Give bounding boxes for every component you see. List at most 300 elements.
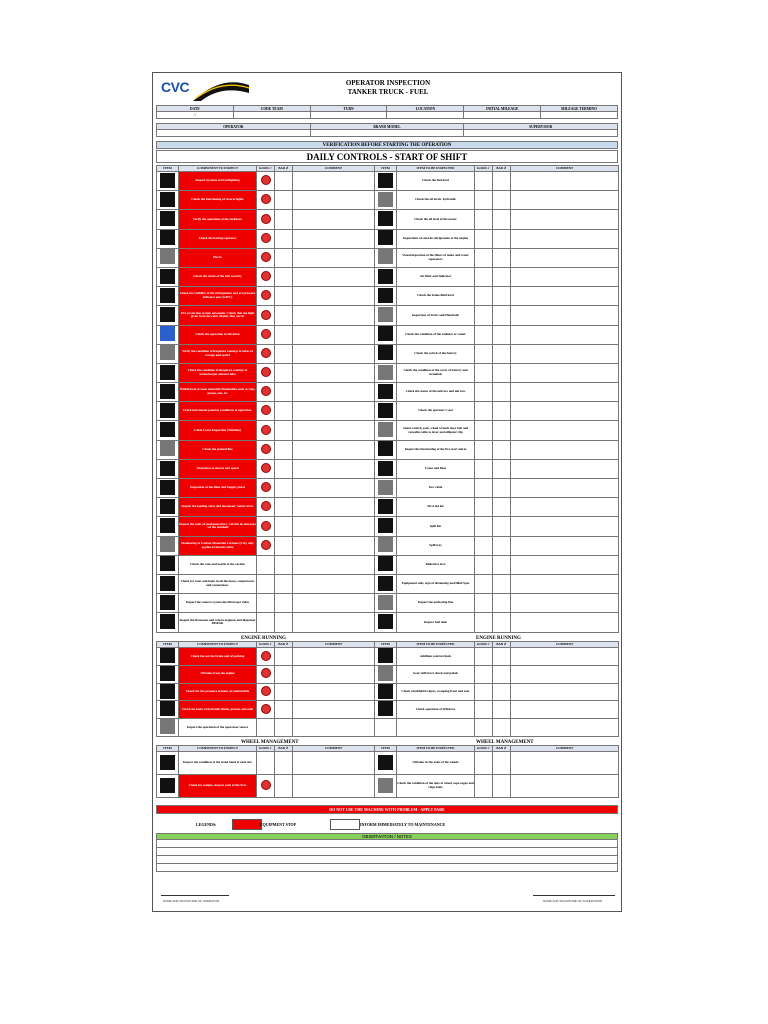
- bad-checkbox[interactable]: [275, 306, 293, 325]
- bad-checkbox[interactable]: [493, 752, 511, 775]
- bad-checkbox[interactable]: [493, 459, 511, 478]
- bad-checkbox[interactable]: [275, 555, 293, 574]
- table-row: [157, 574, 619, 593]
- good-checkbox[interactable]: [475, 402, 493, 421]
- component-to-inspect: Inspect the condition of the tread band of each tire: [179, 752, 257, 775]
- comment-field[interactable]: [511, 267, 619, 286]
- bad-checkbox[interactable]: [275, 701, 293, 719]
- section-band-left: ENGINE RUNNING: [241, 636, 286, 641]
- good-checkbox[interactable]: [257, 683, 275, 701]
- stop-sign-icon: [261, 540, 271, 550]
- bad-checkbox[interactable]: [493, 363, 511, 382]
- bad-checkbox[interactable]: [493, 402, 511, 421]
- good-checkbox[interactable]: [475, 752, 493, 775]
- item-photo: [375, 344, 397, 363]
- comment-field[interactable]: [293, 172, 375, 191]
- item-photo: [157, 648, 179, 666]
- operator-field[interactable]: [157, 130, 311, 137]
- comment-field[interactable]: [293, 719, 375, 737]
- bad-checkbox[interactable]: [493, 344, 511, 363]
- bad-checkbox[interactable]: [493, 287, 511, 306]
- comment-field[interactable]: [511, 498, 619, 517]
- item-photo: [375, 665, 397, 683]
- component-to-inspect: Fire protection system automatic: Check that the light given from the color display they are lit: [179, 306, 257, 325]
- component-photo-icon: [378, 230, 393, 245]
- component-photo-icon: [378, 422, 393, 437]
- comment-field[interactable]: [293, 344, 375, 363]
- item-photo: [375, 555, 397, 574]
- table-row: [157, 459, 619, 478]
- brand-model-field[interactable]: [310, 130, 464, 137]
- good-checkbox[interactable]: [257, 613, 275, 632]
- stop-sign-icon: [261, 348, 271, 358]
- table-row: [157, 402, 619, 421]
- location-label: LOCATION: [387, 106, 464, 112]
- bad-checkbox[interactable]: [275, 574, 293, 593]
- comment-field[interactable]: [511, 287, 619, 306]
- comment-field[interactable]: [293, 498, 375, 517]
- bad-checkbox[interactable]: [275, 517, 293, 536]
- bad-checkbox[interactable]: [275, 172, 293, 191]
- component-photo-icon: [378, 576, 393, 591]
- good-checkbox[interactable]: [257, 665, 275, 683]
- item-photo: [375, 229, 397, 248]
- legend-label: LEGENDS:: [196, 822, 217, 827]
- comment-field[interactable]: [511, 613, 619, 632]
- component-photo-icon: [160, 701, 175, 716]
- bad-checkbox[interactable]: [275, 402, 293, 421]
- comment-field[interactable]: [511, 701, 619, 719]
- comment-field[interactable]: [511, 229, 619, 248]
- comment-field[interactable]: [511, 479, 619, 498]
- bad-checkbox[interactable]: [493, 325, 511, 344]
- bad-checkbox[interactable]: [275, 683, 293, 701]
- operator-signature-label: NAME AND SIGNATURE OF OPERATOR: [163, 899, 220, 903]
- good-checkbox[interactable]: [257, 421, 275, 440]
- code-team-field[interactable]: [233, 112, 310, 119]
- comment-field[interactable]: [293, 383, 375, 402]
- bad-checkbox[interactable]: [275, 719, 293, 737]
- component-photo-icon: [160, 422, 175, 437]
- good-checkbox[interactable]: [257, 574, 275, 593]
- bad-checkbox[interactable]: [275, 421, 293, 440]
- item-to-inspect: Tow cable: [397, 479, 475, 498]
- col-comment-header: COMMENT: [511, 166, 619, 172]
- initial-mileage-field[interactable]: [464, 112, 541, 119]
- good-checkbox[interactable]: [257, 229, 275, 248]
- bad-checkbox[interactable]: [493, 555, 511, 574]
- bad-checkbox[interactable]: [493, 210, 511, 229]
- table-row: [157, 719, 619, 737]
- comment-field[interactable]: [511, 775, 619, 798]
- good-checkbox[interactable]: [257, 517, 275, 536]
- good-checkbox[interactable]: [257, 363, 275, 382]
- comment-field[interactable]: [293, 402, 375, 421]
- item-photo: [157, 594, 179, 613]
- component-photo-icon: [378, 249, 393, 264]
- component-to-inspect: Check for the presence of leaks of combustible: [179, 683, 257, 701]
- good-checkbox[interactable]: [475, 421, 493, 440]
- bad-checkbox[interactable]: [493, 775, 511, 798]
- bad-checkbox[interactable]: [275, 459, 293, 478]
- bad-checkbox[interactable]: [493, 479, 511, 498]
- good-checkbox[interactable]: [257, 267, 275, 286]
- table-row: [157, 479, 619, 498]
- comment-field[interactable]: [511, 172, 619, 191]
- turn-field[interactable]: [310, 112, 387, 119]
- stop-sign-icon: [261, 521, 271, 531]
- comment-field[interactable]: [511, 421, 619, 440]
- col-comment-header: COMMENT: [293, 642, 375, 648]
- component-to-inspect: Cable Cover Inspection (Tubeline): [179, 421, 257, 440]
- comment-field[interactable]: [511, 665, 619, 683]
- table-row: [157, 325, 619, 344]
- stop-sign-icon: [261, 252, 271, 262]
- good-checkbox[interactable]: [475, 517, 493, 536]
- good-checkbox[interactable]: [475, 594, 493, 613]
- bad-checkbox[interactable]: [493, 517, 511, 536]
- comment-field[interactable]: [511, 363, 619, 382]
- comment-field[interactable]: [511, 325, 619, 344]
- item-to-inspect: Air filter and Indicator: [397, 267, 475, 286]
- item-photo: [375, 440, 397, 459]
- stop-sign-icon: [261, 686, 271, 696]
- notes-line-2[interactable]: [156, 848, 618, 856]
- comment-field[interactable]: [293, 191, 375, 210]
- comment-field[interactable]: [511, 752, 619, 775]
- component-photo-icon: [378, 499, 393, 514]
- good-checkbox[interactable]: [475, 248, 493, 267]
- good-checkbox[interactable]: [257, 325, 275, 344]
- bad-checkbox[interactable]: [493, 719, 511, 737]
- table-row: [157, 701, 619, 719]
- comment-field[interactable]: [293, 752, 375, 775]
- component-photo-icon: [160, 614, 175, 629]
- comment-field[interactable]: [511, 574, 619, 593]
- good-checkbox[interactable]: [475, 775, 493, 798]
- bad-checkbox[interactable]: [493, 701, 511, 719]
- good-checkbox[interactable]: [475, 267, 493, 286]
- item-to-inspect: Gear shift lever check and pedals: [397, 665, 475, 683]
- comment-field[interactable]: [293, 683, 375, 701]
- good-checkbox[interactable]: [475, 325, 493, 344]
- col-item-header: ITEM: [157, 642, 179, 648]
- bad-checkbox[interactable]: [493, 172, 511, 191]
- good-checkbox[interactable]: [257, 383, 275, 402]
- comment-field[interactable]: [293, 613, 375, 632]
- bad-checkbox[interactable]: [493, 267, 511, 286]
- comment-field[interactable]: [511, 191, 619, 210]
- stop-sign-icon: [261, 329, 271, 339]
- component-to-inspect: Inspection of sleeves and speed: [179, 459, 257, 478]
- notes-line-4[interactable]: [156, 864, 618, 872]
- item-to-inspect: Check the condition of the radiator or cooler: [397, 325, 475, 344]
- good-checkbox[interactable]: [475, 648, 493, 666]
- bad-checkbox[interactable]: [493, 229, 511, 248]
- good-checkbox[interactable]: [257, 210, 275, 229]
- item-photo: [375, 267, 397, 286]
- good-checkbox[interactable]: [257, 306, 275, 325]
- good-checkbox[interactable]: [257, 648, 275, 666]
- table-row: [157, 555, 619, 574]
- bad-checkbox[interactable]: [275, 536, 293, 555]
- item-photo: [375, 210, 397, 229]
- item-photo: [375, 306, 397, 325]
- bad-checkbox[interactable]: [275, 613, 293, 632]
- comment-field[interactable]: [293, 594, 375, 613]
- good-checkbox[interactable]: [475, 665, 493, 683]
- stop-sign-icon: [261, 367, 271, 377]
- item-photo: [157, 459, 179, 478]
- notes-line-1[interactable]: [156, 840, 618, 848]
- component-to-inspect: Check the service brake and of parking: [179, 648, 257, 666]
- good-checkbox[interactable]: [475, 191, 493, 210]
- comment-field[interactable]: [293, 229, 375, 248]
- comment-field[interactable]: [293, 325, 375, 344]
- comment-field[interactable]: [293, 210, 375, 229]
- component-photo-icon: [160, 288, 175, 303]
- comment-field[interactable]: [511, 344, 619, 363]
- good-checkbox[interactable]: [475, 555, 493, 574]
- comment-field[interactable]: [511, 517, 619, 536]
- component-photo-icon: [160, 345, 175, 360]
- good-checkbox[interactable]: [475, 574, 493, 593]
- item-photo: [157, 665, 179, 683]
- component-photo-icon: [378, 556, 393, 571]
- comment-field[interactable]: [511, 306, 619, 325]
- bad-checkbox[interactable]: [493, 440, 511, 459]
- good-checkbox[interactable]: [257, 344, 275, 363]
- bad-checkbox[interactable]: [493, 648, 511, 666]
- notes-line-3[interactable]: [156, 856, 618, 864]
- bad-checkbox[interactable]: [493, 536, 511, 555]
- comment-field[interactable]: [511, 440, 619, 459]
- bad-checkbox[interactable]: [493, 421, 511, 440]
- stop-sign-icon: [261, 444, 271, 454]
- bad-checkbox[interactable]: [493, 498, 511, 517]
- comment-field[interactable]: [293, 267, 375, 286]
- good-checkbox[interactable]: [257, 402, 275, 421]
- supervisor-signature-line[interactable]: [533, 895, 615, 896]
- item-photo: [157, 363, 179, 382]
- bad-checkbox[interactable]: [493, 613, 511, 632]
- good-checkbox[interactable]: [257, 440, 275, 459]
- component-photo-icon: [160, 648, 175, 663]
- col-bad-header: BAD ✗: [275, 642, 293, 648]
- stop-sign-icon: [261, 501, 271, 511]
- table-row: [157, 344, 619, 363]
- table-row: [157, 363, 619, 382]
- component-photo-icon: [378, 345, 393, 360]
- comment-field[interactable]: [293, 574, 375, 593]
- good-checkbox[interactable]: [475, 363, 493, 382]
- bad-checkbox[interactable]: [493, 574, 511, 593]
- bad-checkbox[interactable]: [493, 665, 511, 683]
- comment-field[interactable]: [511, 402, 619, 421]
- component-photo-icon: [160, 499, 175, 514]
- comment-field[interactable]: [293, 665, 375, 683]
- comment-field[interactable]: [511, 459, 619, 478]
- good-checkbox[interactable]: [257, 594, 275, 613]
- location-field[interactable]: [387, 112, 464, 119]
- good-checkbox[interactable]: [257, 479, 275, 498]
- good-checkbox[interactable]: [475, 479, 493, 498]
- good-checkbox[interactable]: [475, 440, 493, 459]
- bad-checkbox[interactable]: [275, 267, 293, 286]
- bad-checkbox[interactable]: [493, 594, 511, 613]
- mileage-termino-field[interactable]: [541, 112, 618, 119]
- table-row: [157, 267, 619, 286]
- bad-checkbox[interactable]: [493, 306, 511, 325]
- col-item-header: ITEM: [375, 166, 397, 172]
- good-checkbox[interactable]: [475, 229, 493, 248]
- bad-checkbox[interactable]: [275, 287, 293, 306]
- bad-checkbox[interactable]: [275, 248, 293, 267]
- comment-field[interactable]: [511, 248, 619, 267]
- col-comment-header: COMMENT: [293, 746, 375, 752]
- good-checkbox[interactable]: [475, 459, 493, 478]
- bad-checkbox[interactable]: [275, 440, 293, 459]
- bad-checkbox[interactable]: [275, 383, 293, 402]
- component-photo-icon: [160, 480, 175, 495]
- bad-checkbox[interactable]: [275, 191, 293, 210]
- good-checkbox[interactable]: [475, 536, 493, 555]
- bad-checkbox[interactable]: [275, 344, 293, 363]
- comment-field[interactable]: [293, 648, 375, 666]
- good-checkbox[interactable]: [257, 719, 275, 737]
- item-photo: [375, 248, 397, 267]
- supervisor-field[interactable]: [464, 130, 618, 137]
- good-checkbox[interactable]: [475, 383, 493, 402]
- component-to-inspect: Check the backup operator: [179, 229, 257, 248]
- good-checkbox[interactable]: [257, 752, 275, 775]
- bad-checkbox[interactable]: [275, 479, 293, 498]
- comment-field[interactable]: [511, 683, 619, 701]
- comment-field[interactable]: [293, 459, 375, 478]
- comment-field[interactable]: [511, 536, 619, 555]
- item-photo: [157, 719, 179, 737]
- bad-checkbox[interactable]: [275, 648, 293, 666]
- component-photo-icon: [160, 173, 175, 188]
- comment-field[interactable]: [511, 210, 619, 229]
- component-photo-icon: [160, 576, 175, 591]
- table-row: [157, 594, 619, 613]
- good-checkbox[interactable]: [257, 191, 275, 210]
- good-checkbox[interactable]: [475, 172, 493, 191]
- bad-checkbox[interactable]: [275, 594, 293, 613]
- stop-sign-icon: [261, 463, 271, 473]
- component-to-inspect: Verify the condition of Required coatings in tubes of storage and sealed: [179, 344, 257, 363]
- operator-signature-line[interactable]: [161, 895, 229, 896]
- bad-checkbox[interactable]: [275, 775, 293, 798]
- good-checkbox[interactable]: [475, 613, 493, 632]
- bad-checkbox[interactable]: [275, 752, 293, 775]
- comment-field[interactable]: [511, 719, 619, 737]
- date-label: DATE: [157, 106, 234, 112]
- item-photo: [375, 701, 397, 719]
- date-field[interactable]: / /: [157, 112, 234, 119]
- good-checkbox[interactable]: [475, 701, 493, 719]
- item-photo: [157, 752, 179, 775]
- comment-field[interactable]: [293, 479, 375, 498]
- form-title-line1: OPERATOR INSPECTION: [345, 79, 431, 87]
- good-checkbox[interactable]: [257, 172, 275, 191]
- stop-sign-icon: [261, 194, 271, 204]
- bad-checkbox[interactable]: [493, 191, 511, 210]
- comment-field[interactable]: [293, 363, 375, 382]
- bad-checkbox[interactable]: [275, 229, 293, 248]
- item-to-inspect: Check the condition of the nuts of wheel, tapa sapps and rings hubs: [397, 775, 475, 798]
- item-photo: [375, 479, 397, 498]
- good-checkbox[interactable]: [475, 719, 493, 737]
- item-to-inspect: Inspect the functioning of the Pre-start alarm: [397, 440, 475, 459]
- item-photo: [157, 613, 179, 632]
- comment-field[interactable]: [511, 555, 619, 574]
- good-checkbox[interactable]: [257, 701, 275, 719]
- col-item-header: ITEM: [375, 642, 397, 648]
- bad-checkbox[interactable]: [493, 383, 511, 402]
- bad-checkbox[interactable]: [275, 210, 293, 229]
- item-photo: [375, 172, 397, 191]
- legend-stop-swatch: [232, 819, 262, 830]
- good-checkbox[interactable]: [257, 555, 275, 574]
- good-checkbox[interactable]: [475, 287, 493, 306]
- comment-field[interactable]: [293, 536, 375, 555]
- bad-checkbox[interactable]: [275, 498, 293, 517]
- good-checkbox[interactable]: [475, 683, 493, 701]
- table-row: [157, 752, 619, 775]
- comment-field[interactable]: [293, 775, 375, 798]
- col-component-header: COMPONENT TO INSPECT: [179, 746, 257, 752]
- brand-model-label: BRAND MODEL: [310, 124, 464, 130]
- component-to-inspect: Check the ground line: [179, 440, 257, 459]
- good-checkbox[interactable]: [257, 287, 275, 306]
- comment-field[interactable]: [293, 517, 375, 536]
- bad-checkbox[interactable]: [275, 665, 293, 683]
- bad-checkbox[interactable]: [275, 325, 293, 344]
- comment-field[interactable]: [293, 287, 375, 306]
- good-checkbox[interactable]: [257, 536, 275, 555]
- component-to-inspect: Check the operation of elevation: [179, 325, 257, 344]
- comment-field[interactable]: [293, 248, 375, 267]
- component-photo-icon: [378, 537, 393, 552]
- bad-checkbox[interactable]: [493, 683, 511, 701]
- comment-field[interactable]: [511, 594, 619, 613]
- comment-field[interactable]: [293, 440, 375, 459]
- comment-field[interactable]: [293, 555, 375, 574]
- item-photo: [157, 498, 179, 517]
- comment-field[interactable]: [511, 648, 619, 666]
- comment-field[interactable]: [511, 383, 619, 402]
- item-photo: [157, 306, 179, 325]
- comment-field[interactable]: [293, 701, 375, 719]
- good-checkbox[interactable]: [475, 498, 493, 517]
- good-checkbox[interactable]: [257, 459, 275, 478]
- good-checkbox[interactable]: [257, 498, 275, 517]
- col-item-header: ITEM: [157, 166, 179, 172]
- bad-checkbox[interactable]: [493, 248, 511, 267]
- good-checkbox[interactable]: [475, 306, 493, 325]
- table-row: [157, 683, 619, 701]
- bad-checkbox[interactable]: [275, 363, 293, 382]
- comment-field[interactable]: [293, 306, 375, 325]
- good-checkbox[interactable]: [257, 775, 275, 798]
- item-to-inspect: Check the condition of the cover of battery and terminals: [397, 363, 475, 382]
- good-checkbox[interactable]: [475, 344, 493, 363]
- comment-field[interactable]: [293, 421, 375, 440]
- good-checkbox[interactable]: [257, 248, 275, 267]
- good-checkbox[interactable]: [475, 210, 493, 229]
